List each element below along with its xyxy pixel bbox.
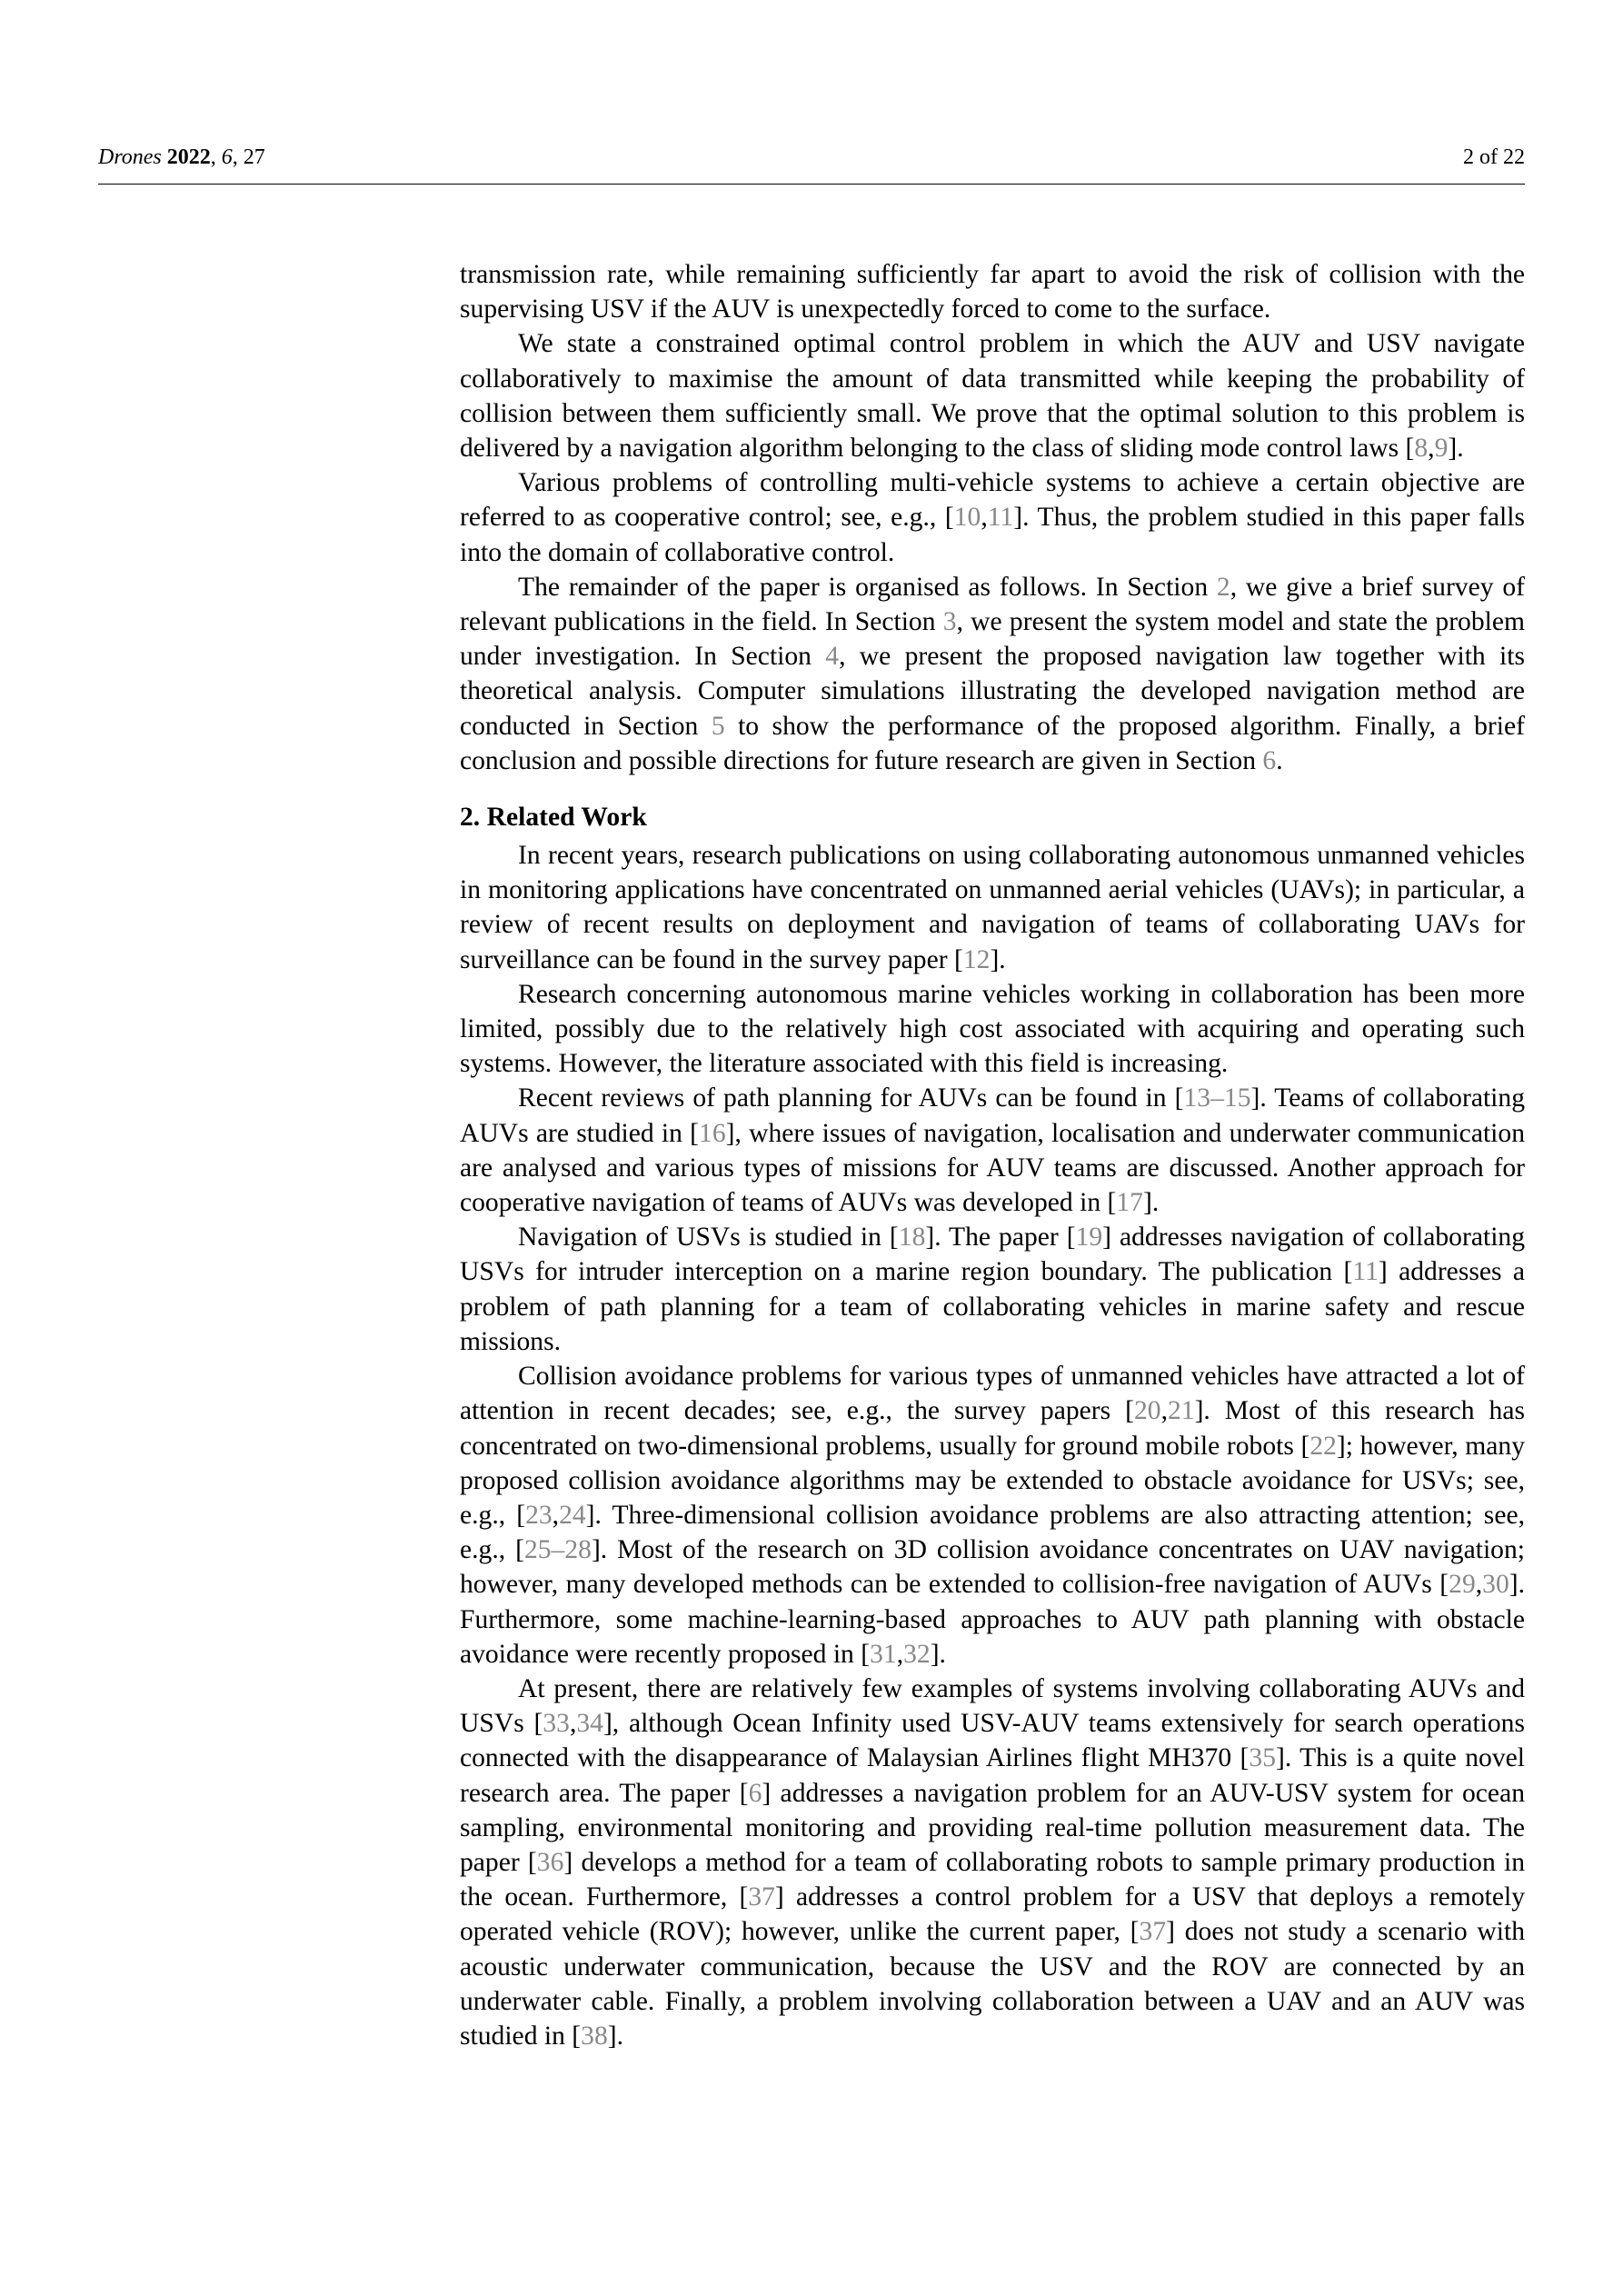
citation-link[interactable]: 2 bbox=[1216, 572, 1230, 602]
paragraph-s3: Recent reviews of path planning for AUVs can be found in [13–15]. Teams of collaborating AUVs are studied in [16], where issues of navigation, localisation and underwater communication are analysed and various types of missions for AUV teams are discussed. Another approach for cooperative navigation of teams of AUVs was developed in [17]. bbox=[460, 1083, 1525, 1218]
citation-link[interactable]: 24 bbox=[559, 1500, 586, 1530]
citation-link[interactable]: 10 bbox=[953, 503, 981, 533]
citation-link[interactable]: 25–28 bbox=[523, 1535, 592, 1565]
citation-link[interactable]: 21 bbox=[1167, 1396, 1195, 1426]
journal-volume: 6 bbox=[221, 145, 233, 169]
paragraph-p2: Various problems of controlling multi-vehicle systems to achieve a certain objective are referred to as cooperative control; see, e.g., [10,11]. Thus, the problem studied in this paper falls into the domain of collaborative control. bbox=[460, 468, 1526, 567]
paragraph-p0: transmission rate, while remaining sufficiently far apart to avoid the risk of collision with the supervising USV if the AUV is unexpectedly forced to come to the surface. bbox=[460, 260, 1525, 324]
intro-paragraphs bbox=[460, 257, 1525, 778]
citation-link[interactable]: 22 bbox=[1309, 1431, 1337, 1461]
citation-link[interactable]: 31 bbox=[870, 1639, 897, 1669]
journal-year: 2022 bbox=[166, 145, 211, 169]
paragraph-s2: Research concerning autonomous marine vehicles working in collaboration has been more limited, possibly due to the relatively high cost associated with acquiring and operating such systems. However, the literature associated with this field is increasing. bbox=[460, 979, 1525, 1079]
citation-link[interactable]: 11 bbox=[987, 503, 1014, 533]
citation-link[interactable]: 33 bbox=[543, 1709, 570, 1739]
citation-link[interactable]: 17 bbox=[1116, 1188, 1143, 1218]
citation-link[interactable]: 36 bbox=[536, 1847, 564, 1877]
citation-link[interactable]: 8 bbox=[1414, 434, 1429, 464]
citation-link[interactable]: 23 bbox=[525, 1500, 553, 1530]
citation-link[interactable]: 6 bbox=[1262, 745, 1277, 775]
citation-link[interactable]: 20 bbox=[1133, 1396, 1161, 1426]
citation-link[interactable]: 29 bbox=[1449, 1570, 1476, 1600]
section-heading: 2. Related Work bbox=[460, 803, 647, 833]
citation-link[interactable]: 5 bbox=[711, 711, 725, 741]
paragraph-p3: The remainder of the paper is organised as follows. In Section 2, we give a brief survey of relevant publications in the field. In Section 3, we present the system model and state the problem under investigation. In Section 4, we present the proposed navigation law together with its theoretical analysis. Computer simulations illustrating the developed navigation method are conducted in Section 5 to show the performance of the proposed algorithm. Finally, a brief conclusion and possible directions for future research are given in Section 6. bbox=[460, 572, 1526, 775]
citation-link[interactable]: 4 bbox=[825, 642, 840, 672]
article-body bbox=[460, 257, 1525, 2053]
citation-link[interactable]: 32 bbox=[903, 1639, 931, 1669]
article-number: 27 bbox=[243, 145, 265, 169]
citation-link[interactable]: 37 bbox=[1139, 1917, 1167, 1947]
citation-link[interactable]: 13–15 bbox=[1183, 1083, 1251, 1113]
citation-link[interactable]: 18 bbox=[898, 1223, 926, 1253]
paragraph-s6: At present, there are relatively few examples of systems involving collaborating AUVs and USVs [33,34], although Ocean Infinity used USV-AUV teams extensively for search operations connected with the disappearance of Malaysian Airlines flight MH370 [35]. This is a quite novel research area. The paper [6] addresses a navigation problem for an AUV-USV system for ocean sampling, environmental monitoring and providing real-time pollution measurement data. The paper [36] develops a method for a team of collaborating robots to sample primary production in the ocean. Furthermore, [37] addresses a control problem for a USV that deploys a remotely operated vehicle (ROV); however, unlike the current paper, [37] does not study a scenario with acoustic underwater communication, because the USV and the ROV are connected by an underwater cable. Finally, a problem involving collaboration between a UAV and an AUV was studied in [38]. bbox=[460, 1673, 1525, 2051]
citation-link[interactable]: 9 bbox=[1434, 434, 1449, 464]
paragraph-s5: Collision avoidance problems for various types of unmanned vehicles have attracted a lot of attention in recent decades; see, e.g., the survey papers [20,21]. Most of this research has concentrated on two-dimensional problems, usually for ground mobile robots [22]; however, many proposed collision avoidance algorithms may be extended to obstacle avoidance for USVs; see, e.g., [23,24]. Three-dimensional collision avoidance problems are also attracting attention; see, e.g., [25–28]. Most of the research on 3D collision avoidance concentrates on UAV navigation; however, many developed methods can be extended to collision-free navigation of AUVs [29,30]. Furthermore, some machine-learning-based approaches to AUV path planning with obstacle avoidance were recently proposed in [31,32]. bbox=[460, 1362, 1525, 1669]
page-number: 2 of 22 bbox=[1463, 145, 1525, 169]
citation-link[interactable]: 38 bbox=[581, 2021, 608, 2051]
citation-link[interactable]: 3 bbox=[942, 607, 957, 637]
citation-link[interactable]: 19 bbox=[1075, 1223, 1103, 1253]
citation-link[interactable]: 35 bbox=[1249, 1743, 1276, 1773]
paragraph-p1: We state a constrained optimal control problem in which the AUV and USV navigate collaboratively to maximise the amount of data transmitted while keeping the probability of collision between them sufficiently small. We prove that the optimal solution to this problem is delivered by a navigation algorithm belonging to the class of sliding mode control laws [8,9]. bbox=[460, 329, 1525, 464]
citation-link[interactable]: 37 bbox=[748, 1882, 775, 1912]
journal-name: Drones bbox=[98, 145, 162, 169]
journal-citation: Drones 2022, 6, 27 bbox=[98, 145, 265, 169]
paragraph-s4: Navigation of USVs is studied in [18]. The paper [19] addresses navigation of collaborating USVs for intruder interception on a marine region boundary. The publication [11] addresses a problem of path planning for a team of collaborating vehicles in marine safety and rescue missions. bbox=[460, 1223, 1526, 1356]
citation-link[interactable]: 16 bbox=[699, 1118, 726, 1148]
citation-link[interactable]: 34 bbox=[576, 1709, 603, 1739]
related-work-paragraphs bbox=[460, 838, 1525, 2053]
paragraph-s1: In recent years, research publications on using collaborating autonomous unmanned vehicles in monitoring applications have concentrated on unmanned aerial vehicles (UAVs); in particular, a review of recent results on deployment and navigation of teams of collaborating UAVs for surveillance can be found in the survey paper [12]. bbox=[460, 841, 1525, 974]
running-header bbox=[98, 142, 1525, 185]
citation-link[interactable]: 30 bbox=[1482, 1570, 1509, 1600]
citation-link[interactable]: 6 bbox=[748, 1778, 762, 1808]
citation-link[interactable]: 12 bbox=[962, 944, 991, 974]
citation-link[interactable]: 11 bbox=[1352, 1257, 1379, 1287]
